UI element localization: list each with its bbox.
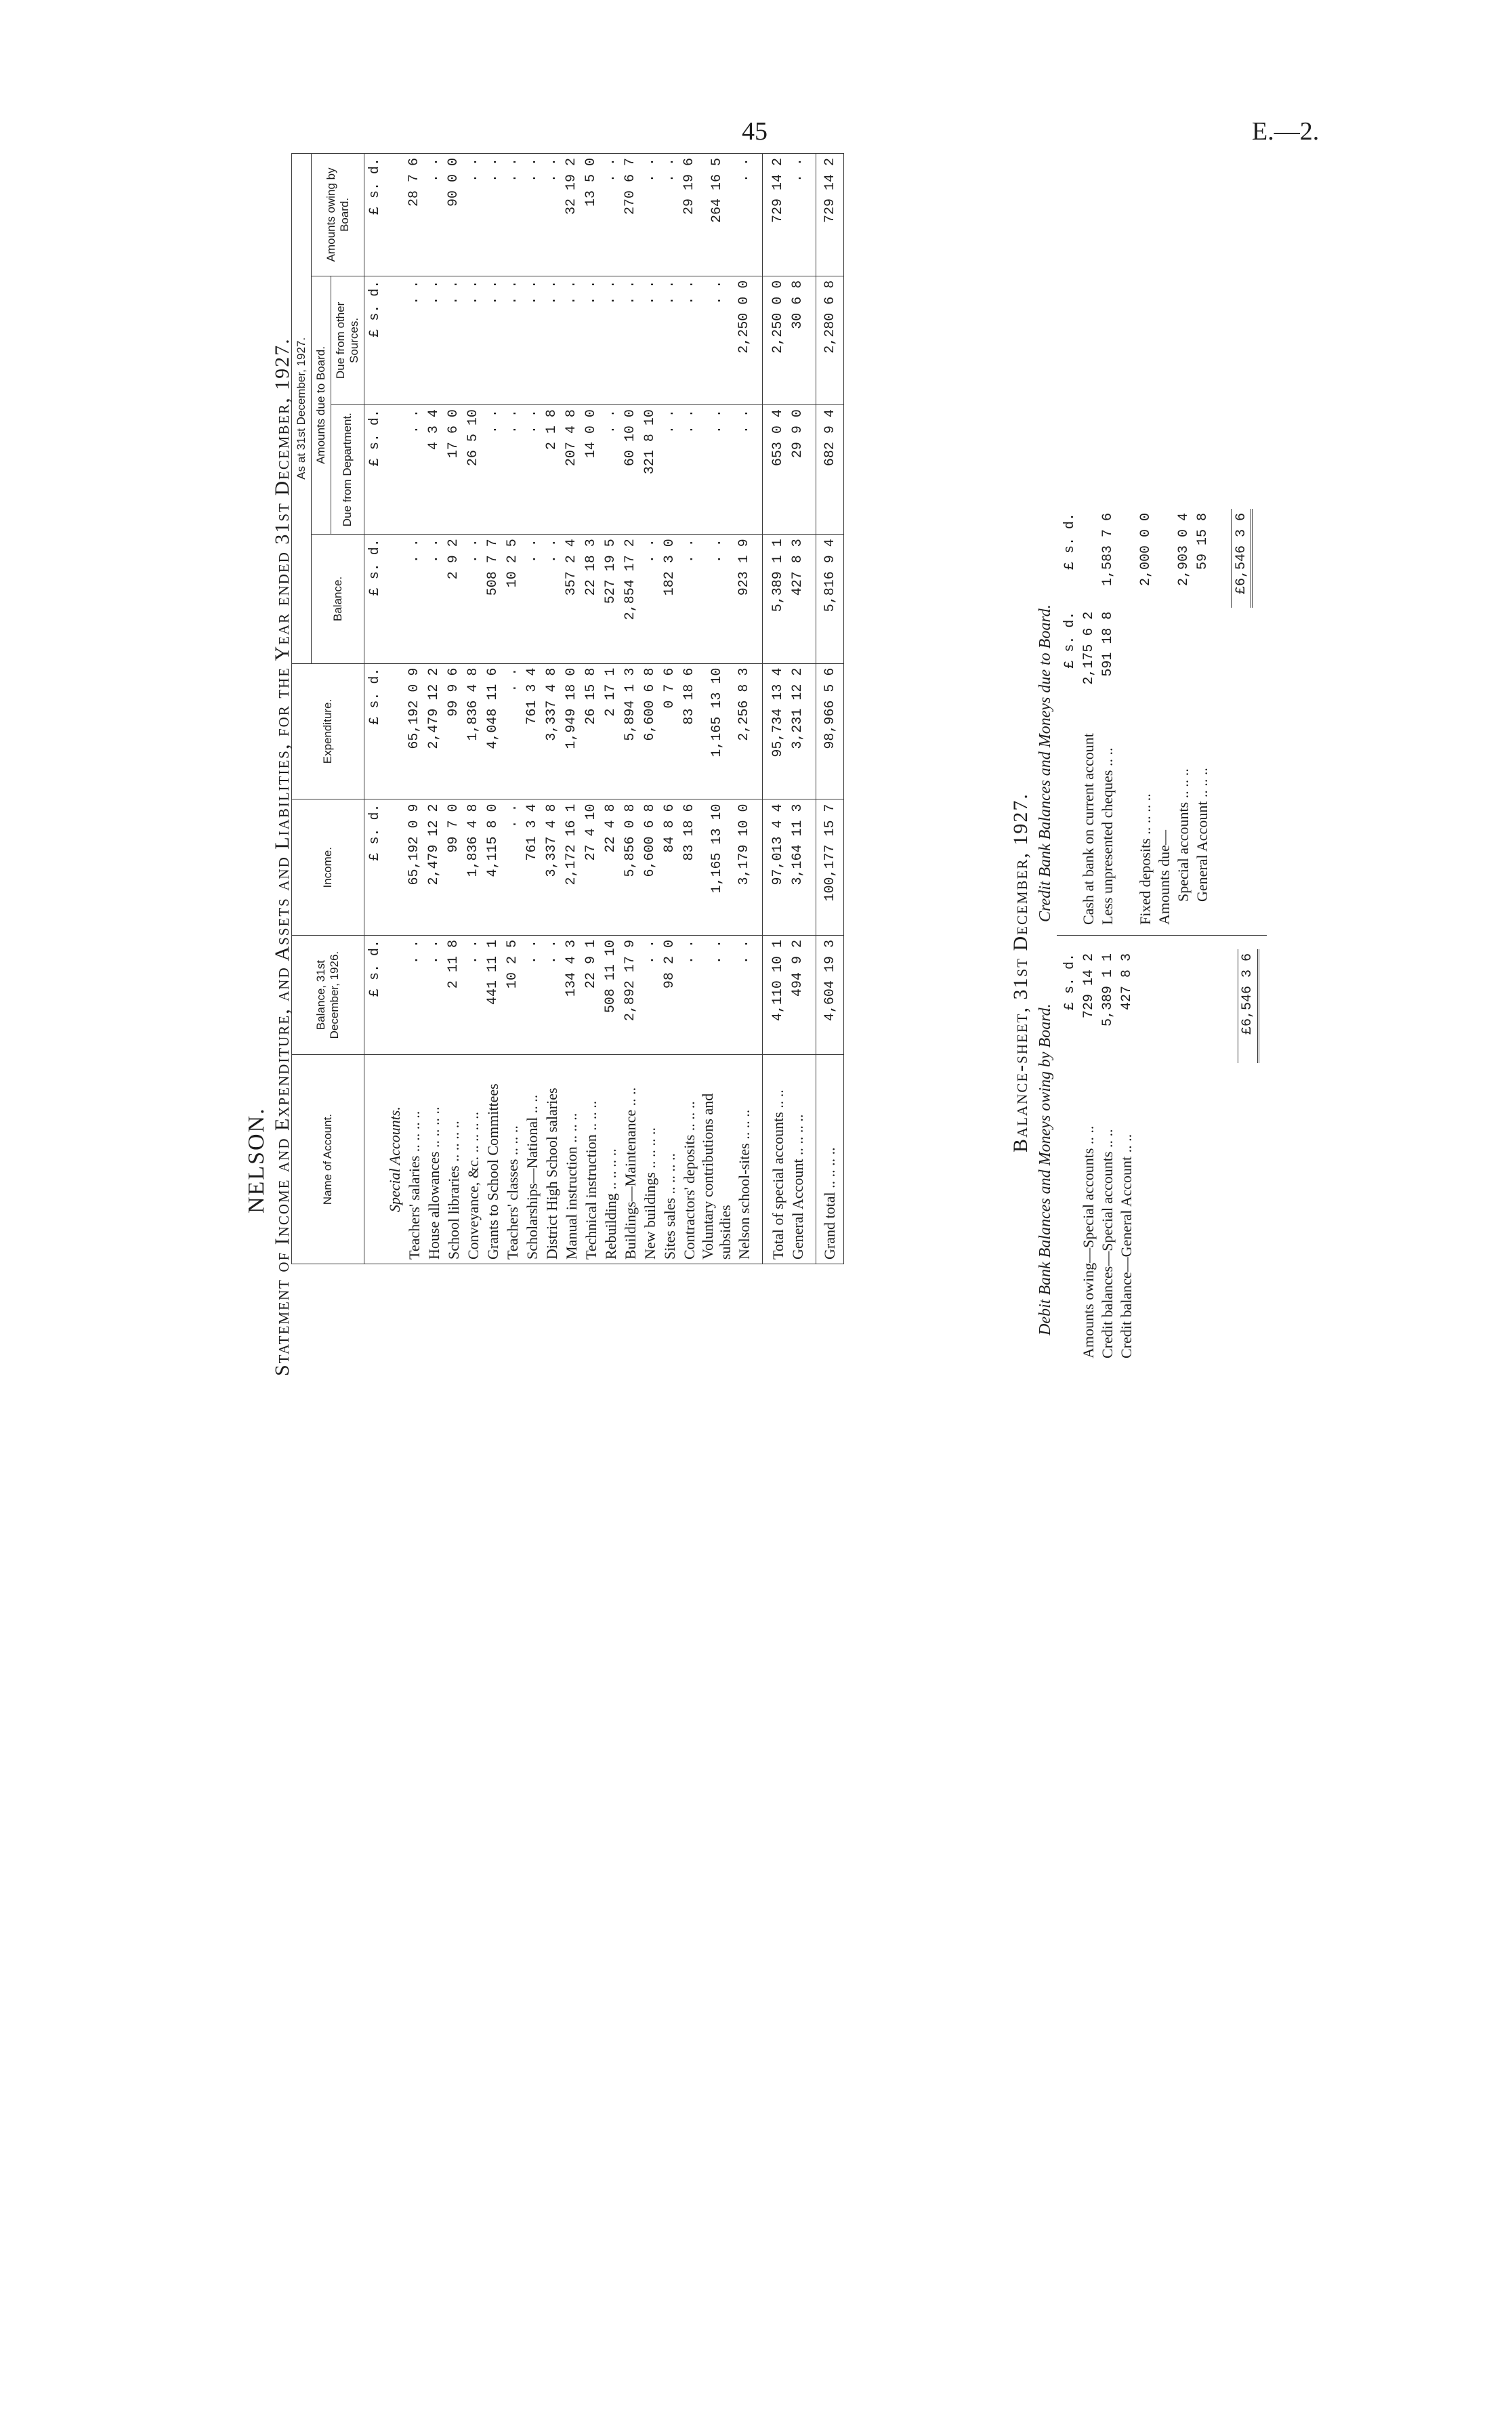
due-other-value: . . bbox=[699, 276, 734, 404]
col-due-department: Due from Department. bbox=[331, 405, 364, 535]
debit-label: Amounts owing—Special accounts .. .. bbox=[1080, 1125, 1097, 1358]
due-department-value: . . bbox=[699, 405, 734, 535]
unit-label: £ s. d. bbox=[1062, 513, 1078, 570]
account-row bbox=[404, 154, 424, 1264]
balance-value: 508 7 7 bbox=[483, 535, 503, 663]
owing-value: . . bbox=[601, 154, 621, 276]
income-value: 761 3 4 bbox=[522, 799, 542, 936]
income-value: 22 4 8 bbox=[601, 799, 621, 936]
expenditure-value: 99 9 6 bbox=[444, 663, 463, 799]
balance-1926-value: 134 4 3 bbox=[562, 936, 581, 1055]
units-row bbox=[364, 154, 385, 1264]
due-other-value: . . bbox=[463, 276, 483, 404]
balance-value: . . bbox=[463, 535, 483, 663]
credit-outer-value bbox=[1155, 509, 1174, 608]
debit-table bbox=[1060, 949, 1259, 1363]
debit-row bbox=[1117, 949, 1136, 1363]
due-department-value: . . bbox=[734, 405, 754, 535]
balance-1926-value: 98 2 0 bbox=[660, 936, 679, 1055]
due-other-value: . . bbox=[679, 276, 699, 404]
balance-1926-value: . . bbox=[699, 936, 734, 1055]
expenditure-value: 2 17 1 bbox=[601, 663, 621, 799]
credit-outer-value: 2,903 0 4 bbox=[1175, 513, 1192, 587]
due-department-value: 26 5 10 bbox=[463, 405, 483, 535]
debit-label: Credit balance—General Account .. .. bbox=[1118, 1134, 1135, 1358]
income-value: 4,115 8 0 bbox=[483, 799, 503, 936]
expenditure-value: 1,836 4 8 bbox=[463, 663, 483, 799]
account-name: House allowances .. .. .. .. bbox=[424, 1055, 444, 1264]
balance-value: 182 3 0 bbox=[660, 535, 679, 663]
col-account: Name of Account. bbox=[292, 1055, 364, 1264]
account-row bbox=[562, 154, 581, 1264]
expenditure-value: 0 7 6 bbox=[660, 663, 679, 799]
owing-value: 90 0 0 bbox=[444, 154, 463, 276]
balance-1926-value: 2 11 8 bbox=[444, 936, 463, 1055]
owing-value: 729 14 2 bbox=[763, 154, 789, 276]
account-name: District High School salaries bbox=[542, 1055, 562, 1264]
statement-table bbox=[291, 153, 844, 1264]
account-name: Teachers' salaries .. .. .. .. bbox=[404, 1055, 424, 1264]
credit-label: Special accounts .. .. .. bbox=[1175, 768, 1192, 902]
due-other-value: . . bbox=[660, 276, 679, 404]
income-value: 5,856 0 8 bbox=[621, 799, 640, 936]
statement-title: Statement of Income and Expenditure, and Assets and Liabilities, for the Year ended 31st December, 1927. bbox=[271, 337, 293, 1376]
credit-inner-value: 2,175 6 2 bbox=[1080, 611, 1097, 685]
account-row bbox=[699, 154, 734, 1264]
balance-value: 2,854 17 2 bbox=[621, 535, 640, 663]
balance-1926-value: . . bbox=[640, 936, 660, 1055]
account-name: Nelson school-sites .. .. .. bbox=[734, 1055, 754, 1264]
balance-value: 22 18 3 bbox=[581, 535, 601, 663]
owing-value: . . bbox=[463, 154, 483, 276]
account-name: Sites sales .. .. .. .. bbox=[660, 1055, 679, 1264]
owing-value: 270 6 7 bbox=[621, 154, 640, 276]
unit-label: £ s. d. bbox=[364, 405, 385, 535]
owing-value: . . bbox=[660, 154, 679, 276]
balance-1926-value: 2,892 17 9 bbox=[621, 936, 640, 1055]
debit-label: Credit balances—Special accounts .. .. bbox=[1099, 1129, 1116, 1358]
account-name: Grants to School Committees bbox=[483, 1055, 503, 1264]
due-department-value: . . bbox=[522, 405, 542, 535]
col-expenditure: Expenditure. bbox=[292, 663, 364, 799]
credit-outer-value: 1,583 7 6 bbox=[1099, 513, 1116, 587]
account-row bbox=[734, 154, 754, 1264]
balance-1926-value: . . bbox=[424, 936, 444, 1055]
due-other-value: . . bbox=[444, 276, 463, 404]
expenditure-value: 65,192 0 9 bbox=[404, 663, 424, 799]
account-row bbox=[640, 154, 660, 1264]
owing-value: 32 19 2 bbox=[562, 154, 581, 276]
account-row bbox=[601, 154, 621, 1264]
unit-label: £ s. d. bbox=[364, 799, 385, 936]
account-row bbox=[660, 154, 679, 1264]
balance-value: 427 8 3 bbox=[788, 535, 807, 663]
account-row bbox=[424, 154, 444, 1264]
credit-inner-value bbox=[1193, 608, 1212, 697]
balance-sheet-title: Balance-sheet, 31st December, 1927. bbox=[1009, 793, 1032, 1152]
credit-outer-value: 59 15 8 bbox=[1194, 513, 1211, 570]
expenditure-value: 4,048 11 6 bbox=[483, 663, 503, 799]
credit-label: General Account .. .. .. bbox=[1194, 768, 1211, 902]
due-other-value: . . bbox=[621, 276, 640, 404]
col-income: Income. bbox=[292, 799, 364, 936]
balance-value: 5,816 9 4 bbox=[816, 535, 844, 663]
expenditure-value: 761 3 4 bbox=[522, 663, 542, 799]
credit-total: £6,546 3 6 bbox=[1232, 509, 1252, 608]
credit-row bbox=[1155, 509, 1174, 929]
owing-value: 29 19 6 bbox=[679, 154, 699, 276]
account-name: Buildings—Maintenance .. .. bbox=[621, 1055, 640, 1264]
account-name: Teachers' classes .. .. .. bbox=[503, 1055, 522, 1264]
col-as-at: As at 31st December, 1927. bbox=[292, 154, 312, 664]
due-other-value: . . bbox=[542, 276, 562, 404]
income-value: 84 8 6 bbox=[660, 799, 679, 936]
due-department-value: 4 3 4 bbox=[424, 405, 444, 535]
credit-outer-value: 2,000 0 0 bbox=[1137, 513, 1154, 587]
balance-value: . . bbox=[542, 535, 562, 663]
balance-1926-value: . . bbox=[463, 936, 483, 1055]
account-name: Scholarships—National .. .. bbox=[522, 1055, 542, 1264]
col-balance-1926: Balance, 31st December, 1926. bbox=[292, 936, 364, 1055]
due-department-value: . . bbox=[483, 405, 503, 535]
balance-1926-value: 22 9 1 bbox=[581, 936, 601, 1055]
grand-total-row bbox=[816, 154, 844, 1264]
balance-value: . . bbox=[640, 535, 660, 663]
account-name: Conveyance, &c. .. .. .. .. bbox=[463, 1055, 483, 1264]
owing-value: . . bbox=[788, 154, 807, 276]
due-department-value: 321 8 10 bbox=[640, 405, 660, 535]
balance-1926-value: . . bbox=[679, 936, 699, 1055]
due-department-value: . . bbox=[503, 405, 522, 535]
expenditure-value: 3,231 12 2 bbox=[788, 663, 807, 799]
debit-value: 729 14 2 bbox=[1080, 953, 1097, 1019]
debit-heading: Debit Bank Balances and Moneys owing by Board. bbox=[1036, 1003, 1054, 1335]
balance-1926-value: . . bbox=[542, 936, 562, 1055]
credit-inner-value bbox=[1155, 608, 1174, 697]
expenditure-value: 2,256 8 3 bbox=[734, 663, 754, 799]
debit-row bbox=[1079, 949, 1098, 1363]
col-balance: Balance. bbox=[312, 535, 364, 663]
expenditure-value: . . bbox=[503, 663, 522, 799]
due-department-value: . . bbox=[660, 405, 679, 535]
due-other-value: . . bbox=[581, 276, 601, 404]
col-owing: Amounts owing by Board. bbox=[312, 154, 364, 276]
unit-label: £ s. d. bbox=[364, 154, 385, 276]
balance-value: . . bbox=[404, 535, 424, 663]
income-value: 3,337 4 8 bbox=[542, 799, 562, 936]
balance-value: 357 2 4 bbox=[562, 535, 581, 663]
account-row bbox=[621, 154, 640, 1264]
debit-value: 427 8 3 bbox=[1118, 953, 1135, 1011]
account-name: Rebuilding .. .. .. .. bbox=[601, 1055, 621, 1264]
expenditure-value: 3,337 4 8 bbox=[542, 663, 562, 799]
account-row bbox=[483, 154, 503, 1264]
unit-label: £ s. d. bbox=[1062, 953, 1078, 1011]
due-other-value: 2,280 6 8 bbox=[816, 276, 844, 404]
credit-row bbox=[1079, 509, 1098, 929]
account-name: General Account .. .. .. .. bbox=[788, 1055, 807, 1264]
credit-row bbox=[1174, 509, 1193, 929]
owing-value: . . bbox=[640, 154, 660, 276]
account-row bbox=[542, 154, 562, 1264]
balance-value: 2 9 2 bbox=[444, 535, 463, 663]
due-department-value: 29 9 0 bbox=[788, 405, 807, 535]
balance-1926-value: 4,110 10 1 bbox=[763, 936, 789, 1055]
owing-value: . . bbox=[424, 154, 444, 276]
due-other-value: . . bbox=[503, 276, 522, 404]
income-value: 99 7 0 bbox=[444, 799, 463, 936]
credit-table bbox=[1060, 509, 1253, 929]
balance-value: . . bbox=[679, 535, 699, 663]
income-value: 100,177 15 7 bbox=[816, 799, 844, 936]
debit-value: 5,389 1 1 bbox=[1099, 953, 1116, 1027]
account-name: Manual instruction .. .. .. bbox=[562, 1055, 581, 1264]
account-name: Technical instruction .. .. .. bbox=[581, 1055, 601, 1264]
expenditure-value: 1,165 13 10 bbox=[699, 663, 734, 799]
income-value: 27 4 10 bbox=[581, 799, 601, 936]
balance-1926-value: 508 11 10 bbox=[601, 936, 621, 1055]
expenditure-value: 98,966 5 6 bbox=[816, 663, 844, 799]
credit-inner-value bbox=[1174, 608, 1193, 697]
special-accounts-heading: Special Accounts. bbox=[385, 1055, 404, 1264]
general-account-row bbox=[788, 154, 807, 1264]
account-name: Voluntary contributions and subsidies bbox=[699, 1055, 734, 1264]
account-row bbox=[463, 154, 483, 1264]
unit-label: £ s. d. bbox=[364, 663, 385, 799]
debit-total: £6,546 3 6 bbox=[1238, 949, 1258, 1063]
balance-value: 923 1 9 bbox=[734, 535, 754, 663]
due-other-value: . . bbox=[562, 276, 581, 404]
unit-label: £ s. d. bbox=[364, 936, 385, 1055]
page-reference: E.—2. bbox=[1252, 117, 1320, 146]
balance-1926-value: 494 9 2 bbox=[788, 936, 807, 1055]
due-department-value: . . bbox=[679, 405, 699, 535]
due-department-value: . . bbox=[601, 405, 621, 535]
expenditure-value: 6,600 6 8 bbox=[640, 663, 660, 799]
balance-1926-value: . . bbox=[522, 936, 542, 1055]
balance-value: . . bbox=[424, 535, 444, 663]
col-due-other: Due from other Sources. bbox=[331, 276, 364, 404]
due-department-value: . . bbox=[404, 405, 424, 535]
due-other-value: . . bbox=[640, 276, 660, 404]
account-name: Total of special accounts .. .. bbox=[763, 1055, 789, 1264]
gap-row bbox=[1117, 509, 1136, 929]
due-department-value: 14 0 0 bbox=[581, 405, 601, 535]
income-value: 1,836 4 8 bbox=[463, 799, 483, 936]
balance-1926-value: 10 2 5 bbox=[503, 936, 522, 1055]
expenditure-value: 26 15 8 bbox=[581, 663, 601, 799]
credit-outer-value bbox=[1079, 509, 1098, 608]
region-title: NELSON. bbox=[244, 1107, 269, 1213]
owing-value: 28 7 6 bbox=[404, 154, 424, 276]
unit-label: £ s. d. bbox=[364, 276, 385, 404]
owing-value: . . bbox=[503, 154, 522, 276]
balance-sheet-divider bbox=[1057, 935, 1267, 936]
owing-value: . . bbox=[483, 154, 503, 276]
credit-label: Amounts due— bbox=[1156, 830, 1173, 925]
expenditure-value: 5,894 1 3 bbox=[621, 663, 640, 799]
credit-label: Cash at bank on current account bbox=[1080, 733, 1097, 925]
owing-value: 729 14 2 bbox=[816, 154, 844, 276]
account-name: Grand total .. .. .. .. bbox=[816, 1055, 844, 1264]
credit-row bbox=[1098, 509, 1117, 929]
income-value: 65,192 0 9 bbox=[404, 799, 424, 936]
credit-label: Fixed deposits .. .. .. .. bbox=[1137, 793, 1154, 925]
due-department-value: 60 10 0 bbox=[621, 405, 640, 535]
account-row bbox=[503, 154, 522, 1264]
due-other-value: . . bbox=[601, 276, 621, 404]
page-number: 45 bbox=[742, 117, 768, 146]
account-name: New buildings .. .. .. .. bbox=[640, 1055, 660, 1264]
balance-1926-value: 4,604 19 3 bbox=[816, 936, 844, 1055]
balance-value: . . bbox=[699, 535, 734, 663]
spacer-row bbox=[807, 154, 816, 1264]
due-other-value: . . bbox=[483, 276, 503, 404]
credit-label: Less unpresented cheques .. .. bbox=[1099, 747, 1116, 925]
account-row bbox=[581, 154, 601, 1264]
credit-heading: Credit Bank Balances and Moneys due to Board. bbox=[1036, 604, 1054, 922]
due-other-value: . . bbox=[424, 276, 444, 404]
income-value: 83 18 6 bbox=[679, 799, 699, 936]
due-department-value: 682 9 4 bbox=[816, 405, 844, 535]
owing-value: 13 5 0 bbox=[581, 154, 601, 276]
due-other-value: 2,250 0 0 bbox=[763, 276, 789, 404]
account-name: Contractors' deposits .. .. .. bbox=[679, 1055, 699, 1264]
credit-row bbox=[1136, 509, 1155, 929]
income-value: 3,179 10 0 bbox=[734, 799, 754, 936]
owing-value: . . bbox=[542, 154, 562, 276]
income-value: 6,600 6 8 bbox=[640, 799, 660, 936]
due-other-value: . . bbox=[522, 276, 542, 404]
account-name: School libraries .. .. .. .. bbox=[444, 1055, 463, 1264]
balance-value: 5,389 1 1 bbox=[763, 535, 789, 663]
spacer-row bbox=[754, 154, 763, 1264]
balance-1926-value: . . bbox=[404, 936, 424, 1055]
special-accounts-heading-row bbox=[385, 154, 404, 1264]
unit-label: £ s. d. bbox=[364, 535, 385, 663]
due-other-value: 30 6 8 bbox=[788, 276, 807, 404]
balance-1926-value: 441 11 1 bbox=[483, 936, 503, 1055]
account-row bbox=[679, 154, 699, 1264]
account-row bbox=[444, 154, 463, 1264]
due-other-value: . . bbox=[404, 276, 424, 404]
due-department-value: 653 0 4 bbox=[763, 405, 789, 535]
income-value: 1,165 13 10 bbox=[699, 799, 734, 936]
credit-row bbox=[1193, 509, 1212, 929]
expenditure-value: 83 18 6 bbox=[679, 663, 699, 799]
owing-value: . . bbox=[522, 154, 542, 276]
income-value: 2,479 12 2 bbox=[424, 799, 444, 936]
due-department-value: 207 4 8 bbox=[562, 405, 581, 535]
expenditure-value: 95,734 13 4 bbox=[763, 663, 789, 799]
income-value: 97,013 4 4 bbox=[763, 799, 789, 936]
balance-value: 10 2 5 bbox=[503, 535, 522, 663]
expenditure-value: 2,479 12 2 bbox=[424, 663, 444, 799]
income-value: 2,172 16 1 bbox=[562, 799, 581, 936]
balance-value: . . bbox=[522, 535, 542, 663]
balance-value: 527 19 5 bbox=[601, 535, 621, 663]
due-department-value: 17 6 0 bbox=[444, 405, 463, 535]
income-value: . . bbox=[503, 799, 522, 936]
credit-inner-value: 591 18 8 bbox=[1099, 611, 1116, 677]
total-special-row bbox=[763, 154, 789, 1264]
expenditure-value: 1,949 18 0 bbox=[562, 663, 581, 799]
owing-value: . . bbox=[734, 154, 754, 276]
income-value: 3,164 11 3 bbox=[788, 799, 807, 936]
account-row bbox=[522, 154, 542, 1264]
due-department-value: 2 1 8 bbox=[542, 405, 562, 535]
debit-row bbox=[1098, 949, 1117, 1363]
col-amounts-due: Amounts due to Board. bbox=[312, 276, 331, 534]
owing-value: 264 16 5 bbox=[699, 154, 734, 276]
credit-inner-value bbox=[1136, 608, 1155, 697]
due-other-value: 2,250 0 0 bbox=[734, 276, 754, 404]
unit-label: £ s. d. bbox=[1062, 611, 1078, 669]
balance-1926-value: . . bbox=[734, 936, 754, 1055]
